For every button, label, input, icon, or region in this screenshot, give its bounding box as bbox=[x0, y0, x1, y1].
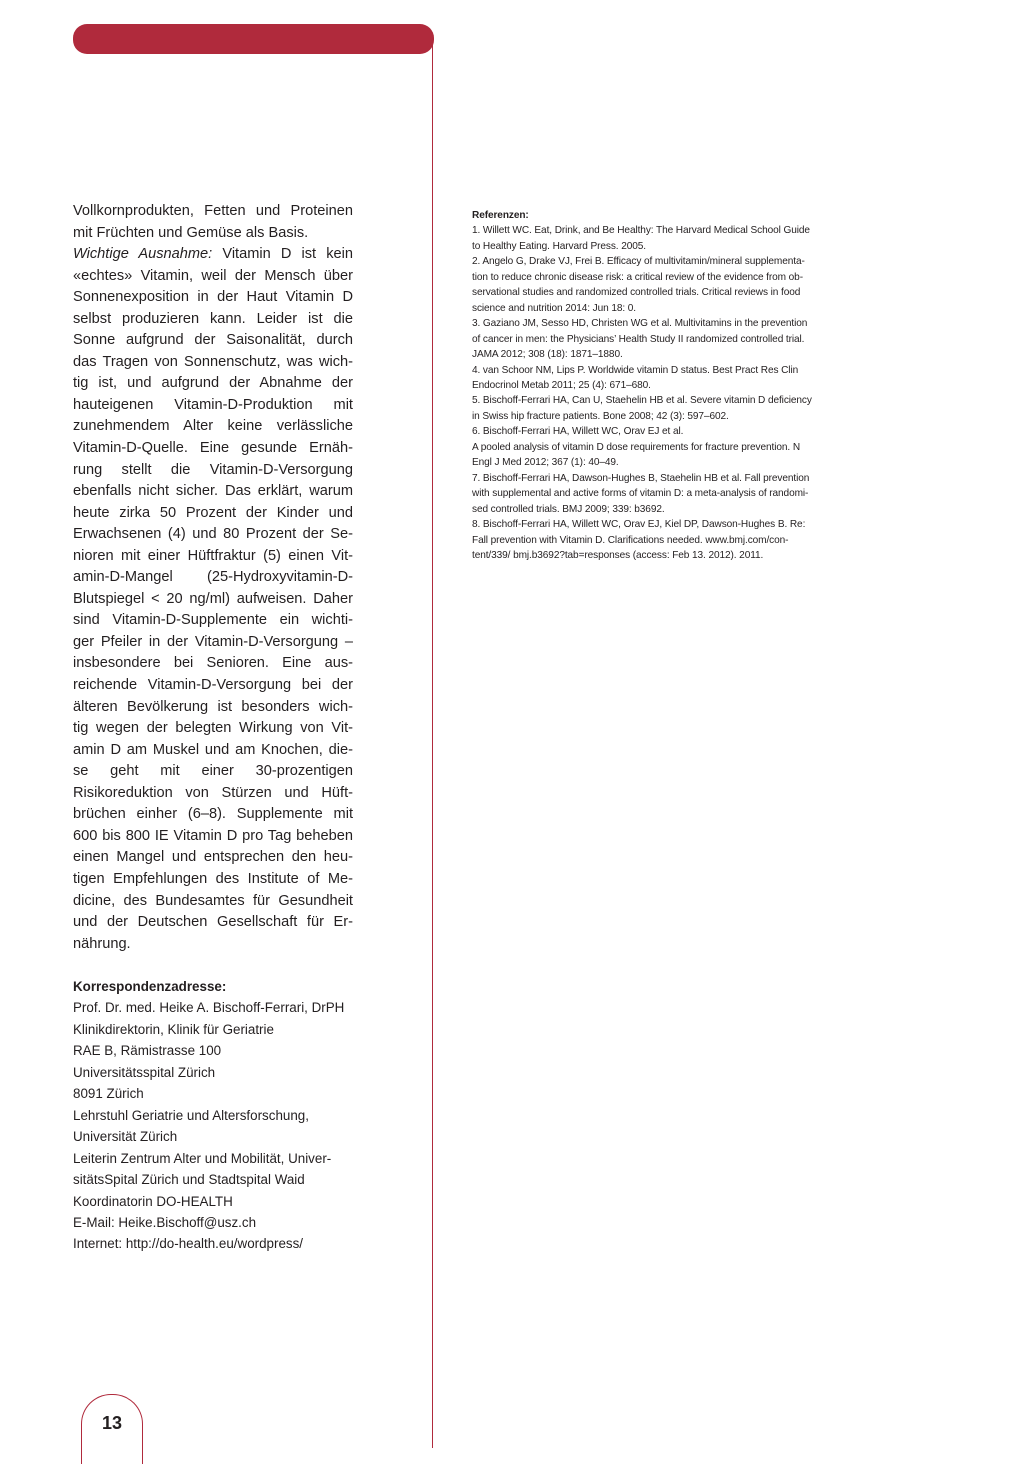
column-divider bbox=[432, 42, 433, 1448]
body-line: Sonnenexposition in der Haut Vitamin D bbox=[73, 289, 353, 306]
body-line: nioren mit einer Hüftfraktur (5) einen Vit- bbox=[73, 547, 353, 564]
body-line: tig wegen der belegten Wirkung von Vit- bbox=[73, 720, 353, 737]
contact-line: Universitätsspital Zürich bbox=[73, 1064, 216, 1080]
reference-line: JAMA 2012; 308 (18): 1871–1880. bbox=[472, 349, 623, 361]
reference-line: to Healthy Eating. Harvard Press. 2005. bbox=[472, 240, 646, 252]
reference-line: 2. Angelo G, Drake VJ, Frei B. Efficacy of multivitamin/mineral supplementa- bbox=[472, 256, 805, 268]
body-line: Risikoreduktion von Stürzen und Hüft- bbox=[73, 784, 353, 801]
reference-line: 4. van Schoor NM, Lips P. Worldwide vitamin D status. Best Pract Res Clin bbox=[472, 364, 799, 376]
body-line: einen Mangel und entsprechen den heu- bbox=[73, 849, 353, 866]
reference-line: 6. Bischoff-Ferrari HA, Willett WC, Orav EJ et al. bbox=[472, 426, 684, 438]
reference-line: science and nutrition 2014: Jun 18: 0. bbox=[472, 302, 636, 314]
body-line: Sonne aufgrund der Saisonalität, durch bbox=[73, 332, 353, 349]
reference-line: A pooled analysis of vitamin D dose requirements for fracture prevention. N bbox=[472, 441, 801, 453]
body-line: zunehmendem Alter keine verlässliche bbox=[73, 418, 353, 435]
body-line: rung stellt die Vitamin-D-Versorgung bbox=[73, 461, 353, 478]
reference-line: 8. Bischoff-Ferrari HA, Willett WC, Orav EJ, Kiel DP, Dawson-Hughes B. Re: bbox=[472, 519, 806, 531]
body-line: mit Früchten und Gemüse als Basis. bbox=[73, 224, 309, 241]
references bbox=[472, 208, 872, 563]
body-line: Erwachsenen (4) und 80 Prozent der Se- bbox=[73, 526, 353, 543]
contact-line: Leiterin Zentrum Alter und Mobilität, Univer- bbox=[73, 1150, 332, 1166]
body-line: älteren Bevölkerung ist besonders wich- bbox=[73, 698, 353, 715]
email-link[interactable]: E-Mail: Heike.Bischoff@usz.ch bbox=[73, 1214, 257, 1230]
body-line: tig ist, und aufgrund der Abnahme der bbox=[73, 375, 353, 392]
exception-label: Wichtige Ausnahme: bbox=[73, 246, 213, 263]
body-line: und der Deutschen Gesellschaft für Er- bbox=[73, 914, 353, 931]
reference-line: 5. Bischoff-Ferrari HA, Can U, Staehelin HB et al. Severe vitamin D deficiency bbox=[472, 395, 812, 407]
contact-heading: Korrespondenzadresse: bbox=[73, 979, 227, 994]
reference-line: tion to reduce chronic disease risk: a critical review of the evidence from ob- bbox=[472, 271, 803, 283]
body-line: brüchen einher (6–8). Supplemente mit bbox=[73, 806, 353, 823]
body-line: ger Pfeiler in der Vitamin-D-Versorgung – bbox=[73, 633, 353, 650]
body-line: hauteigenen Vitamin-D-Produktion mit bbox=[73, 396, 353, 413]
contact-line: 8091 Zürich bbox=[73, 1086, 144, 1102]
body-line: das Tragen von Sonnenschutz, was wich- bbox=[73, 353, 353, 370]
reference-line: Fall prevention with Vitamin D. Clarifications needed. www.bmj.com/con- bbox=[472, 534, 789, 546]
contact-line: Prof. Dr. med. Heike A. Bischoff-Ferrari, DrPH bbox=[73, 1000, 345, 1016]
body-line: selbst produzieren kann. Leider ist die bbox=[73, 310, 353, 327]
body-line: tigen Empfehlungen des Institute of Me- bbox=[73, 870, 353, 887]
website-link[interactable]: Internet: http://do-health.eu/wordpress/ bbox=[73, 1236, 304, 1252]
reference-line: 3. Gaziano JM, Sesso HD, Christen WG et al. Multivitamins in the prevention bbox=[472, 318, 808, 330]
reference-line: in Swiss hip fracture patients. Bone 2008; 42 (3): 597–602. bbox=[472, 410, 729, 422]
correspondence-address bbox=[73, 976, 373, 1255]
contact-line: Universität Zürich bbox=[73, 1129, 178, 1145]
reference-line: Engl J Med 2012; 367 (1): 40–49. bbox=[472, 457, 619, 469]
contact-line: Lehrstuhl Geriatrie und Altersforschung, bbox=[73, 1107, 309, 1123]
contact-line: Koordinatorin DO-HEALTH bbox=[73, 1193, 233, 1209]
reference-line: of cancer in men: the Physicians’ Health Study II randomized controlled trial. bbox=[472, 333, 805, 345]
body-line: nährung. bbox=[73, 935, 131, 952]
body-text bbox=[73, 201, 353, 955]
body-line: heute zirka 50 Prozent der Kinder und bbox=[73, 504, 353, 521]
contact-line: sitätsSpital Zürich und Stadtspital Waid bbox=[73, 1172, 305, 1188]
contact-line: RAE B, Rämistrasse 100 bbox=[73, 1043, 222, 1059]
reference-line: servational studies and randomized controlled trials. Critical reviews in food bbox=[472, 287, 801, 299]
body-line: Vitamin-D-Quelle. Eine gesunde Ernäh- bbox=[73, 440, 353, 457]
body-line: amin D am Muskel und am Knochen, die- bbox=[73, 741, 353, 758]
body-line: ebenfalls nicht sicher. Das erklärt, warum bbox=[73, 483, 353, 500]
body-line: se geht mit einer 30-prozentigen bbox=[73, 763, 353, 780]
body-line: Vollkornprodukten, Fetten und Proteinen bbox=[73, 203, 353, 219]
reference-line: 7. Bischoff-Ferrari HA, Dawson-Hughes B, Staehelin HB et al. Fall prevention bbox=[472, 472, 810, 484]
body-line: 600 bis 800 IE Vitamin D pro Tag beheben bbox=[73, 827, 353, 844]
body-line: amin-D-Mangel (25-Hydroxyvitamin-D- bbox=[73, 569, 353, 586]
reference-line: with supplemental and active forms of vitamin D: a meta-analysis of randomi- bbox=[472, 488, 809, 500]
body-line: «echtes» Vitamin, weil der Mensch über bbox=[73, 267, 353, 284]
body-line: insbesondere bei Senioren. Eine aus- bbox=[73, 655, 353, 672]
page-number: 13 bbox=[101, 1413, 123, 1433]
exception-rest: Vitamin D ist kein bbox=[212, 246, 353, 263]
body-line: Blutspiegel < 20 ng/ml) aufweisen. Daher bbox=[73, 590, 353, 607]
references-heading: Referenzen: bbox=[472, 210, 529, 221]
body-line: sind Vitamin-D-Supplemente ein wichti- bbox=[73, 612, 353, 629]
header-bar bbox=[73, 24, 434, 54]
reference-line: Endocrinol Metab 2011; 25 (4): 671–680. bbox=[472, 379, 651, 391]
body-line: dicine, des Bundesamtes für Gesundheit bbox=[73, 892, 353, 909]
reference-line: sed controlled trials. BMJ 2009; 339: b3692. bbox=[472, 503, 665, 515]
contact-line: Klinikdirektorin, Klinik für Geriatrie bbox=[73, 1021, 274, 1037]
reference-line: tent/339/ bmj.b3692?tab=responses (access: Feb 13. 2012). 2011. bbox=[472, 549, 764, 561]
body-line bbox=[73, 244, 353, 266]
body-line: reichende Vitamin-D-Versorgung bei der bbox=[73, 677, 353, 694]
reference-line: 1. Willett WC. Eat, Drink, and Be Healthy: The Harvard Medical School Guide bbox=[472, 225, 810, 237]
